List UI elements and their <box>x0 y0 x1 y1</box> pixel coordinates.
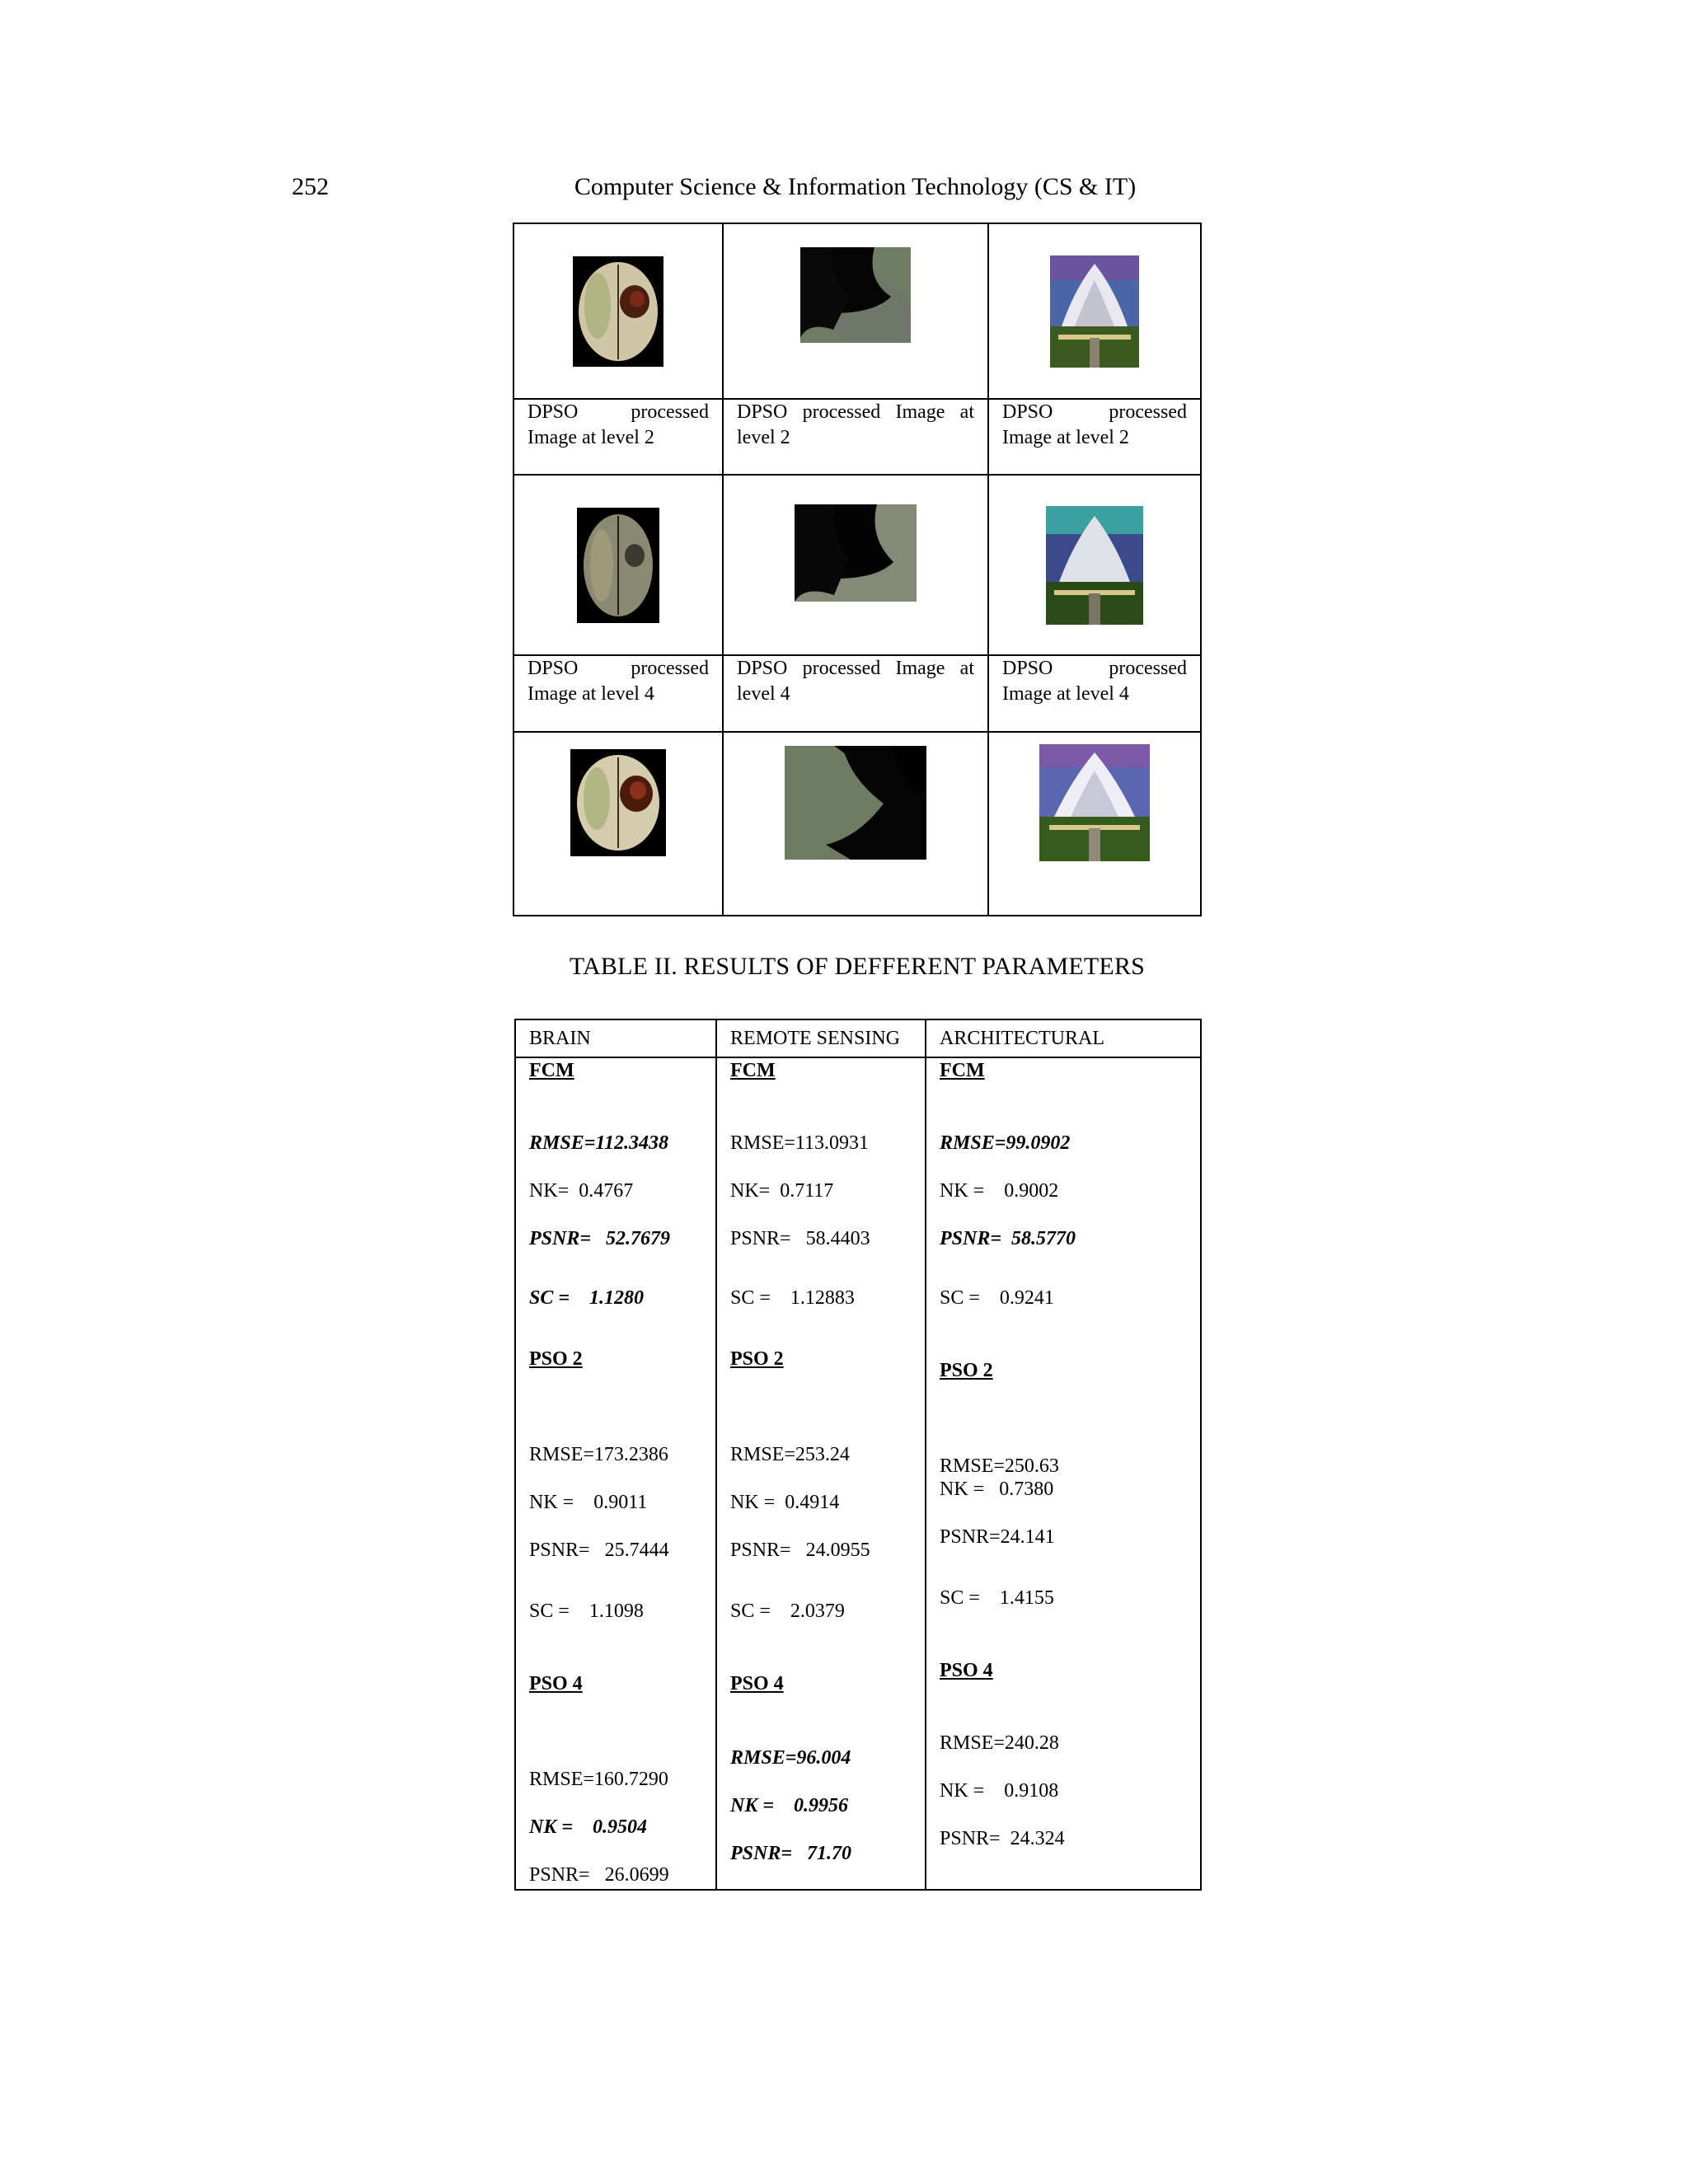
psnr-value: PSNR= 25.7444 <box>529 1540 669 1561</box>
pso4-heading: PSO 4 <box>730 1673 784 1694</box>
nk-value: NK = 0.4914 <box>730 1492 840 1513</box>
nk-value: NK= 0.7117 <box>730 1180 834 1202</box>
rmse-value: RMSE=253.24 <box>730 1444 850 1465</box>
psnr-value: PSNR= 26.0699 <box>529 1864 669 1886</box>
brain-image <box>577 508 659 623</box>
nk-value: NK = 0.9504 <box>529 1816 648 1838</box>
nk-value: NK = 0.9011 <box>529 1492 648 1513</box>
remote-sensing-image <box>800 247 911 343</box>
image-cell <box>513 223 723 399</box>
rmse-value: RMSE=173.2386 <box>529 1444 668 1465</box>
pso4-heading: PSO 4 <box>529 1673 583 1694</box>
psnr-value: PSNR= 58.4403 <box>730 1228 870 1249</box>
nk-value: NK = 0.7380 <box>940 1479 1054 1500</box>
psnr-value: PSNR= 52.7679 <box>529 1228 671 1249</box>
psnr-value: PSNR= 24.0955 <box>730 1540 870 1561</box>
caption-arch-level2: DPSO processed Image at level 2 <box>988 399 1201 475</box>
nk-value: NK= 0.4767 <box>529 1180 634 1202</box>
psnr-value: PSNR=24.141 <box>940 1526 1055 1548</box>
brain-results-cell <box>515 1057 716 1890</box>
psnr-value: PSNR= 71.70 <box>730 1843 852 1864</box>
pso2-heading: PSO 2 <box>730 1348 784 1370</box>
fcm-heading: FCM <box>730 1060 776 1081</box>
remote-sensing-image <box>785 746 926 860</box>
column-header-remote-sensing: REMOTE SENSING <box>716 1019 926 1057</box>
rmse-value: RMSE=113.0931 <box>730 1132 869 1154</box>
nk-value: NK = 0.9002 <box>940 1180 1059 1202</box>
architectural-results-cell <box>926 1057 1201 1890</box>
fcm-heading: FCM <box>529 1060 574 1081</box>
caption-brain-level4: DPSO processed Image at level 4 <box>513 655 723 731</box>
rmse-value: RMSE=112.3438 <box>529 1132 669 1154</box>
remote-sensing-results-cell <box>716 1057 926 1890</box>
results-table <box>514 1019 1202 1891</box>
psnr-value: PSNR= 24.324 <box>940 1828 1065 1849</box>
running-title: Computer Science & Information Technology (CS & IT) <box>574 173 1137 200</box>
sc-value: SC = 2.0379 <box>730 1601 845 1622</box>
pso4-heading: PSO 4 <box>940 1660 993 1681</box>
image-cell <box>513 475 723 655</box>
caption-arch-level4: DPSO processed Image at level 4 <box>988 655 1201 731</box>
rmse-value: RMSE=250.63 <box>940 1455 1059 1477</box>
architectural-image <box>1046 506 1143 625</box>
sc-value: SC = 1.4155 <box>940 1587 1054 1609</box>
image-cell <box>988 732 1201 916</box>
psnr-value: PSNR= 58.5770 <box>940 1228 1076 1249</box>
rmse-value: RMSE=99.0902 <box>940 1132 1071 1154</box>
remote-sensing-image <box>795 504 917 602</box>
brain-image <box>573 256 663 367</box>
sc-value: SC = 1.1098 <box>529 1601 644 1622</box>
image-cell <box>513 732 723 916</box>
image-cell <box>988 475 1201 655</box>
sc-value: SC = 0.9241 <box>940 1287 1054 1309</box>
architectural-image <box>1050 255 1139 368</box>
image-cell <box>988 223 1201 399</box>
rmse-value: RMSE=96.004 <box>730 1747 851 1769</box>
brain-image <box>570 749 666 856</box>
rmse-value: RMSE=240.28 <box>940 1732 1059 1754</box>
image-cell <box>723 475 988 655</box>
fcm-heading: FCM <box>940 1060 985 1081</box>
image-cell <box>723 732 988 916</box>
pso2-heading: PSO 2 <box>529 1348 583 1370</box>
rmse-value: RMSE=160.7290 <box>529 1769 668 1790</box>
pso2-heading: PSO 2 <box>940 1360 993 1381</box>
table-caption: TABLE II. RESULTS OF DEFFERENT PARAMETERS <box>569 953 1146 980</box>
page-number: 252 <box>292 173 329 200</box>
image-cell <box>723 223 988 399</box>
caption-remote-level2: DPSO processed Image at level 2 <box>723 399 988 475</box>
architectural-image <box>1039 744 1150 861</box>
column-header-architectural: ARCHITECTURAL <box>926 1019 1201 1057</box>
nk-value: NK = 0.9956 <box>730 1795 849 1816</box>
image-grid-table <box>513 223 1202 916</box>
nk-value: NK = 0.9108 <box>940 1780 1059 1802</box>
caption-brain-level2: DPSO processed Image at level 2 <box>513 399 723 475</box>
sc-value: SC = 1.1280 <box>529 1287 645 1309</box>
column-header-brain: BRAIN <box>515 1019 716 1057</box>
caption-remote-level4: DPSO processed Image at level 4 <box>723 655 988 731</box>
sc-value: SC = 1.12883 <box>730 1287 855 1309</box>
